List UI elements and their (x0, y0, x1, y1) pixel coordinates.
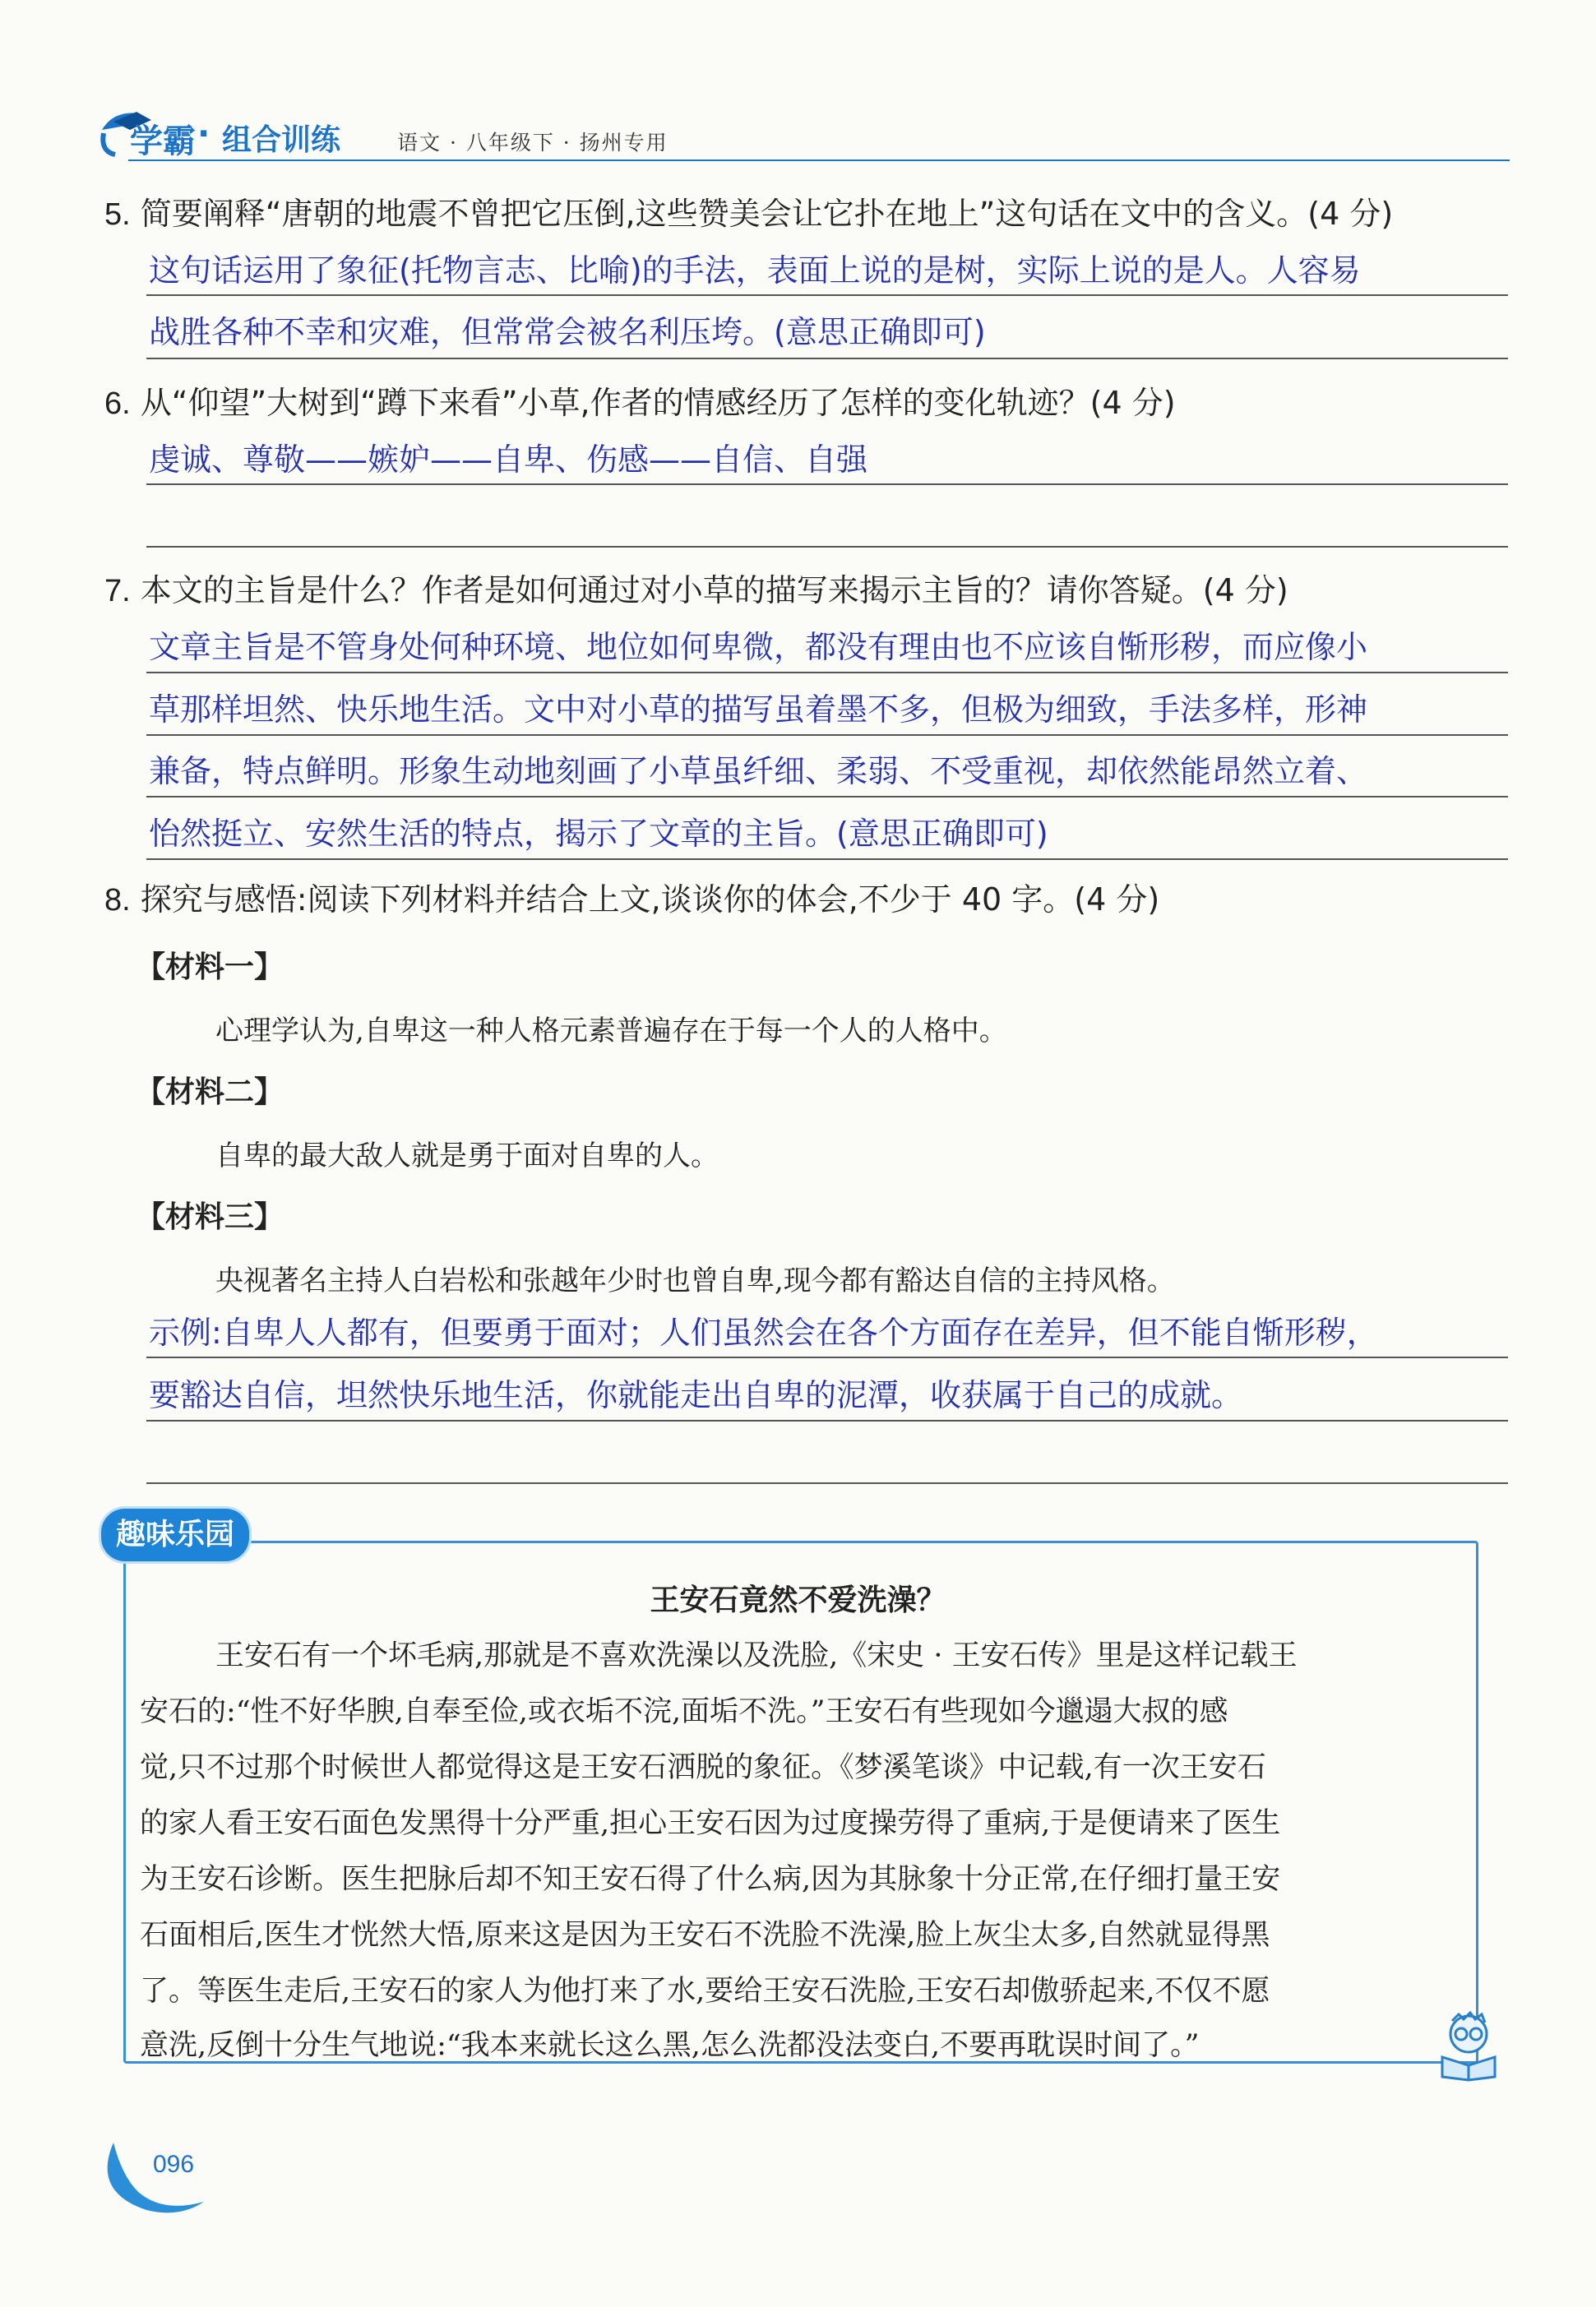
answer-rule (146, 546, 1508, 548)
page-header (97, 105, 1495, 171)
material-title: 【材料三】 (136, 1200, 285, 1234)
question-7 (104, 571, 1288, 611)
question-number: 5. (104, 197, 131, 232)
question-number: 7. (104, 574, 131, 608)
material-body: 央视著名主持人白岩松和张越年少时也曾自卑,现今都有豁达自信的主持风格。 (215, 1264, 1175, 1297)
reading-boy-icon (1431, 2006, 1506, 2082)
answer-rule (146, 1357, 1508, 1358)
material-body: 心理学认为,自卑这一种人格元素普遍存在于每一个人的人格中。 (215, 1015, 1007, 1047)
question-6 (104, 383, 1176, 423)
fun-text-line: 的家人看王安石面色发黑得十分严重,担心王安石因为过度操劳得了重病,于是便请来了医生 (140, 1807, 1281, 1840)
fun-section-badge: 趣味乐园 (99, 1506, 252, 1564)
answer-line: 怡然挺立、安然生活的特点，揭示了文章的主旨。(意思正确即可) (149, 816, 1048, 852)
answer-rule (146, 483, 1508, 485)
answer-line: 草那样坦然、快乐地生活。文中对小草的描写虽着墨不多，但极为细致，手法多样，形神 (149, 691, 1368, 728)
question-text: 从“仰望”大树到“蹲下来看”小草,作者的情感经历了怎样的变化轨迹？(4 分) (140, 385, 1176, 421)
fun-text-line: 石面相后,医生才恍然大悟,原来这是因为王安石不洗脸不洗澡,脸上灰尘太多,自然就显得黑 (140, 1919, 1270, 1952)
answer-rule (146, 294, 1508, 296)
fun-text-line: 觉,只不过那个时候世人都觉得这是王安石洒脱的象征。《梦溪笔谈》中记载,有一次王安石 (140, 1751, 1266, 1784)
answer-line: 战胜各种不幸和灾难，但常常会被名利压垮。(意思正确即可) (149, 314, 986, 350)
question-8 (104, 880, 1159, 920)
answer-rule (146, 672, 1508, 673)
material-body: 自卑的最大敌人就是勇于面对自卑的人。 (215, 1140, 719, 1172)
header-divider (128, 160, 1510, 161)
material-title: 【材料二】 (136, 1075, 285, 1109)
answer-rule (146, 858, 1508, 860)
page-number: 096 (153, 2151, 195, 2178)
fun-text-line: 为王安石诊断。医生把脉后却不知王安石得了什么病,因为其脉象十分正常,在仔细打量王安 (140, 1863, 1281, 1896)
answer-line: 要豁达自信，坦然快乐地生活，你就能走出自卑的泥潭，收获属于自己的成就。 (149, 1377, 1243, 1413)
answer-line: 示例:自卑人人都有，但要勇于面对；人们虽然会在各个方面存在差异，但不能自惭形秽， (149, 1315, 1378, 1351)
question-number: 8. (104, 883, 131, 918)
answer-line: 文章主旨是不管身处何种环境、地位如何卑微，都没有理由也不应该自惭形秽，而应像小 (149, 629, 1368, 665)
question-text: 本文的主旨是什么？作者是如何通过对小草的描写来揭示主旨的？请你答疑。(4 分) (140, 572, 1288, 608)
brand-name: 学霸 (130, 123, 196, 160)
fun-text-line: 意洗,反倒十分生气地说:“我本来就长这么黑,怎么洗都没法变白,不要再耽误时间了。” (140, 2029, 1200, 2062)
fun-text-line: 了。等医生走后,王安石的家人为他打来了水,要给王安石洗脸,王安石却傲骄起来,不仅不愿 (140, 1975, 1270, 2008)
answer-rule (146, 734, 1508, 736)
question-text: 探究与感悟:阅读下列材料并结合上文,谈谈你的体会,不少于 40 字。(4 分) (140, 881, 1160, 918)
question-number: 6. (104, 386, 131, 421)
answer-rule (146, 1420, 1508, 1422)
answer-line: 这句话运用了象征(托物言志、比喻)的手法，表面上说的是树，实际上说的是人。人容易 (149, 252, 1361, 289)
page-swoosh-icon (97, 2134, 212, 2225)
fun-text-line: 王安石有一个坏毛病,那就是不喜欢洗澡以及洗脸,《宋史 · 王安石传》里是这样记载王 (215, 1639, 1298, 1672)
brand-separator: · (197, 115, 210, 153)
question-text: 简要阐释“唐朝的地震不曾把它压倒,这些赞美会让它扑在地上”这句话在文中的含义。(4 分) (140, 196, 1394, 232)
material-title: 【材料一】 (136, 950, 285, 984)
series-name: 组合训练 (222, 123, 341, 157)
question-5 (104, 194, 1393, 234)
answer-line: 虔诚、尊敬——嫉妒——自卑、伤感——自信、自强 (149, 442, 868, 478)
answer-rule (146, 796, 1508, 798)
answer-rule (146, 358, 1508, 359)
fun-section-title: 王安石竟然不爱洗澡？ (650, 1583, 946, 1617)
subject-label: 语文 · 八年级下 · 扬州专用 (397, 131, 668, 155)
answer-line: 兼备，特点鲜明。形象生动地刻画了小草虽纤细、柔弱、不受重视，却依然能昂然立着、 (149, 753, 1368, 789)
fun-text-line: 安石的:“性不好华腴,自奉至俭,或衣垢不浣,面垢不洗。”王安石有些现如今邋遢大叔的感 (140, 1695, 1228, 1728)
answer-rule (146, 1482, 1508, 1484)
